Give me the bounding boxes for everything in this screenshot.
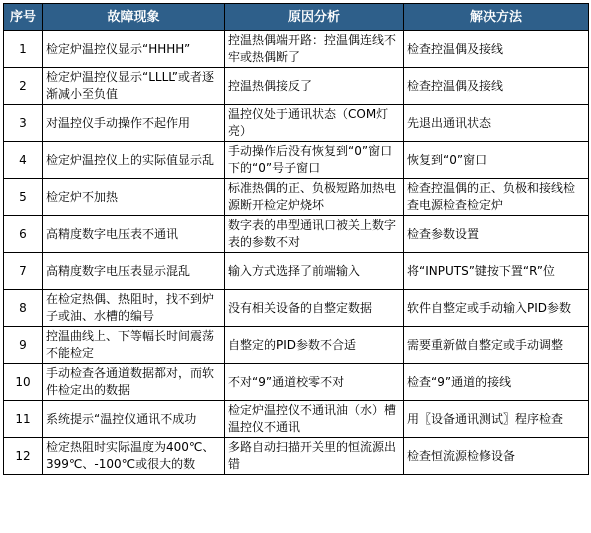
row-solution: 检查恒流源检修设备 [404, 438, 589, 475]
row-number: 8 [4, 290, 43, 327]
table-row [4, 364, 589, 401]
row-solution: 软件自整定或手动输入PID参数 [404, 290, 589, 327]
row-cause: 控温热偶端开路：控温偶连线不牢或热偶断了 [225, 31, 404, 68]
table-row [4, 68, 589, 105]
table-row [4, 105, 589, 142]
row-solution: 检查控温偶的正、负极和接线检查电源检查检定炉 [404, 179, 589, 216]
row-symptom: 检定炉温控仪上的实际值显示乱 [43, 142, 225, 179]
row-cause: 手动操作后没有恢复到“0”窗口下的“0”号子窗口 [225, 142, 404, 179]
header-symptom: 故障现象 [43, 4, 225, 31]
row-cause: 数字表的串型通讯口被关上数字表的参数不对 [225, 216, 404, 253]
row-solution: 恢复到“0”窗口 [404, 142, 589, 179]
table-row [4, 179, 589, 216]
table-row [4, 216, 589, 253]
row-solution: 用〖设备通讯测试〗程序检查 [404, 401, 589, 438]
header-cause: 原因分析 [225, 4, 404, 31]
row-solution: 先退出通讯状态 [404, 105, 589, 142]
table-row [4, 438, 589, 475]
table-row [4, 253, 589, 290]
row-symptom: 在检定热偶、热阻时，找不到炉子或油、水槽的编号 [43, 290, 225, 327]
row-solution: 检查控温偶及接线 [404, 31, 589, 68]
row-solution: 检查“9”通道的接线 [404, 364, 589, 401]
row-solution: 将“INPUTS”键按下置“R”位 [404, 253, 589, 290]
table-row [4, 327, 589, 364]
row-number: 10 [4, 364, 43, 401]
row-symptom: 检定炉温控仪显示“HHHH” [43, 31, 225, 68]
table-row [4, 31, 589, 68]
row-symptom: 检定炉不加热 [43, 179, 225, 216]
row-cause: 自整定的PID参数不合适 [225, 327, 404, 364]
row-number: 4 [4, 142, 43, 179]
row-cause: 没有相关设备的自整定数据 [225, 290, 404, 327]
row-number: 3 [4, 105, 43, 142]
row-symptom: 手动检查各通道数据都对，而软件检定出的数据 [43, 364, 225, 401]
row-cause: 多路自动扫描开关里的恒流源出错 [225, 438, 404, 475]
row-cause: 标准热偶的正、负极短路加热电源断开检定炉烧坏 [225, 179, 404, 216]
row-number: 9 [4, 327, 43, 364]
row-number: 11 [4, 401, 43, 438]
row-cause: 检定炉温控仪不通讯油（水）槽温控仪不通讯 [225, 401, 404, 438]
row-cause: 温控仪处于通讯状态（COM灯亮） [225, 105, 404, 142]
row-number: 12 [4, 438, 43, 475]
header-solution: 解决方法 [404, 4, 589, 31]
row-number: 2 [4, 68, 43, 105]
table-header-row [4, 4, 589, 31]
row-symptom: 对温控仪手动操作不起作用 [43, 105, 225, 142]
row-symptom: 控温曲线上、下等幅长时间震荡不能检定 [43, 327, 225, 364]
row-solution: 检查控温偶及接线 [404, 68, 589, 105]
row-number: 6 [4, 216, 43, 253]
row-symptom: 检定热阻时实际温度为400℃、399℃、-100℃或很大的数 [43, 438, 225, 475]
table-row [4, 290, 589, 327]
row-symptom: 高精度数字电压表不通讯 [43, 216, 225, 253]
row-symptom: 系统提示“温控仪通讯不成功 [43, 401, 225, 438]
row-solution: 检查参数设置 [404, 216, 589, 253]
row-symptom: 检定炉温控仪显示“LLLL”或者逐渐减小至负值 [43, 68, 225, 105]
header-seq: 序号 [4, 4, 43, 31]
row-cause: 输入方式选择了前端输入 [225, 253, 404, 290]
table-row [4, 401, 589, 438]
row-solution: 需要重新做自整定或手动调整 [404, 327, 589, 364]
table-row [4, 142, 589, 179]
row-number: 7 [4, 253, 43, 290]
row-number: 1 [4, 31, 43, 68]
row-number: 5 [4, 179, 43, 216]
row-symptom: 高精度数字电压表显示混乱 [43, 253, 225, 290]
fault-table [3, 3, 589, 475]
row-cause: 不对“9”通道校零不对 [225, 364, 404, 401]
row-cause: 控温热偶接反了 [225, 68, 404, 105]
